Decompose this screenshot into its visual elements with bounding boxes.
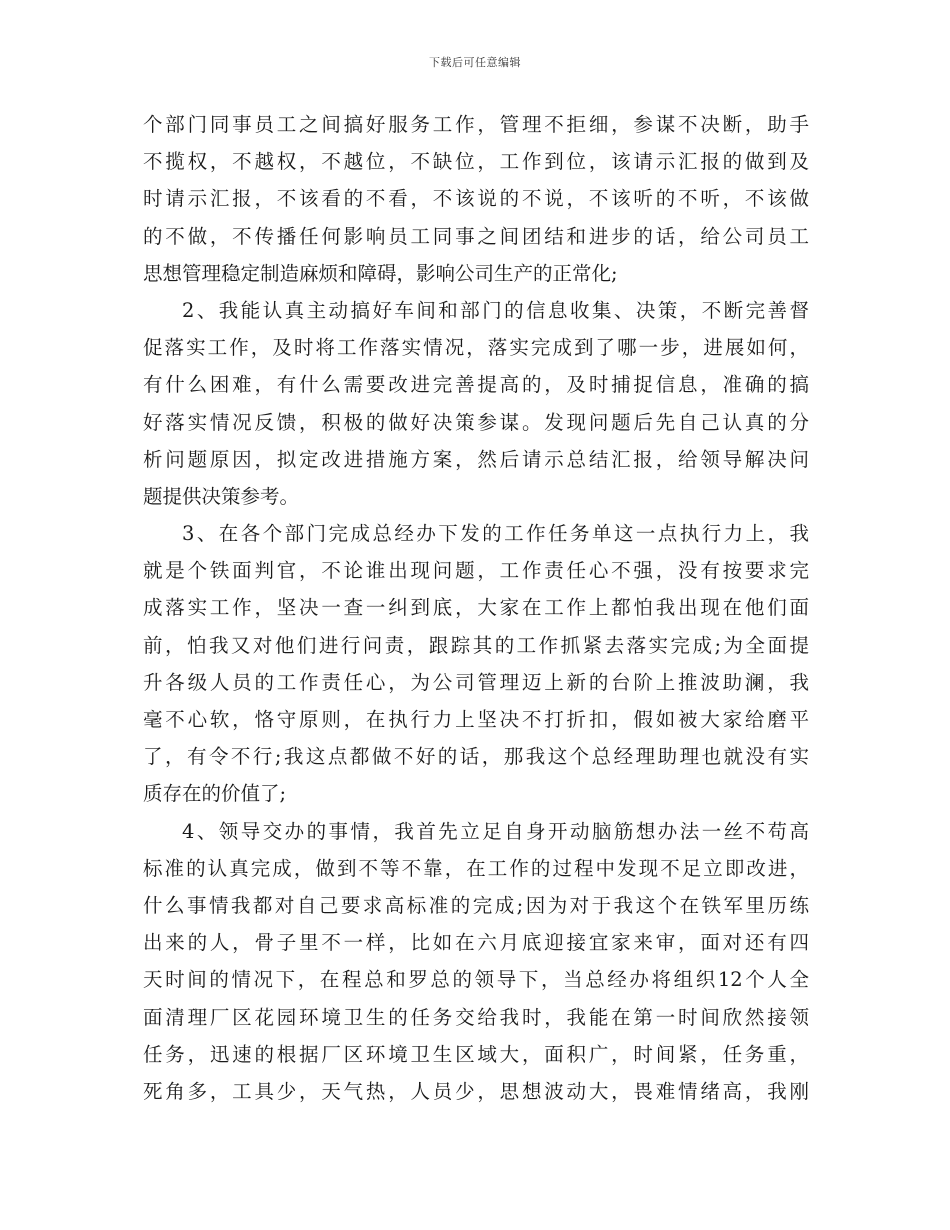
text-line: 思想管理稳定制造麻烦和障碍，影响公司生产的正常化;: [143, 261, 618, 285]
text-line: 4、领导交办的事情，我首先立足自身开动脑筋想办法一丝不苟高: [182, 819, 809, 843]
text-line: 有什么困难，有什么需要改进完善提高的，及时捕捉信息，准确的搞: [143, 373, 809, 397]
text-line: 了，有令不行;我这点都做不好的话，那我这个总经理助理也就没有实: [143, 745, 809, 769]
text-line: 什么事情我都对自己要求高标准的完成;因为对于我这个在铁军里历练: [143, 893, 809, 917]
text-line: 任务，迅速的根据厂区环境卫生区域大，面积广，时间紧，任务重，: [143, 1042, 809, 1066]
text-line: 天时间的情况下，在程总和罗总的领导下，当总经办将组织12个人全: [143, 968, 809, 992]
text-line: 析问题原因，拟定改进措施方案，然后请示总结汇报，给领导解决问: [143, 447, 809, 471]
text-line: 不揽权，不越权，不越位，不缺位，工作到位，该请示汇报的做到及: [143, 150, 809, 174]
text-line: 的不做，不传播任何影响员工同事之间团结和进步的话，给公司员工: [143, 224, 809, 248]
document-body: [143, 106, 809, 1110]
text-line: 面清理厂区花园环境卫生的任务交给我时，我能在第一时间欣然接领: [143, 1005, 809, 1029]
text-line: 好落实情况反馈，积极的做好决策参谋。发现问题后先自己认真的分: [143, 410, 809, 434]
text-line: 标准的认真完成，做到不等不靠，在工作的过程中发现不足立即改进，: [143, 856, 809, 880]
text-line: 成落实工作，坚决一查一纠到底，大家在工作上都怕我出现在他们面: [143, 596, 809, 620]
text-line: 促落实工作，及时将工作落实情况，落实完成到了哪一步，进展如何，: [143, 336, 809, 360]
text-line: 3、在各个部门完成总经办下发的工作任务单这一点执行力上，我: [182, 522, 809, 546]
text-line: 升各级人员的工作责任心，为公司管理迈上新的台阶上推波助澜，我: [143, 670, 809, 694]
page-header: 下载后可任意编辑: [429, 56, 521, 69]
text-line: 毫不心软，恪守原则，在执行力上坚决不打折扣，假如被大家给磨平: [143, 708, 809, 731]
text-line: 就是个铁面判官，不论谁出现问题，工作责任心不强，没有按要求完: [143, 559, 809, 583]
text-line: 前，怕我又对他们进行问责，跟踪其的工作抓紧去落实完成;为全面提: [143, 633, 809, 657]
text-line: 2、我能认真主动搞好车间和部门的信息收集、决策，不断完善督: [182, 298, 809, 322]
text-line: 死角多，工具少，天气热，人员少，思想波动大，畏难情绪高，我刚: [143, 1079, 809, 1103]
text-line: 题提供决策参考。: [143, 484, 300, 508]
text-line: 出来的人，骨子里不一样，比如在六月底迎接宜家来审，面对还有四: [143, 931, 809, 955]
text-line: 个部门同事员工之间搞好服务工作，管理不拒细，参谋不决断，助手: [143, 113, 809, 136]
text-line: 时请示汇报，不该看的不看，不该说的不说，不该听的不听，不该做: [143, 187, 809, 211]
text-line: 质存在的价值了;: [143, 782, 287, 806]
